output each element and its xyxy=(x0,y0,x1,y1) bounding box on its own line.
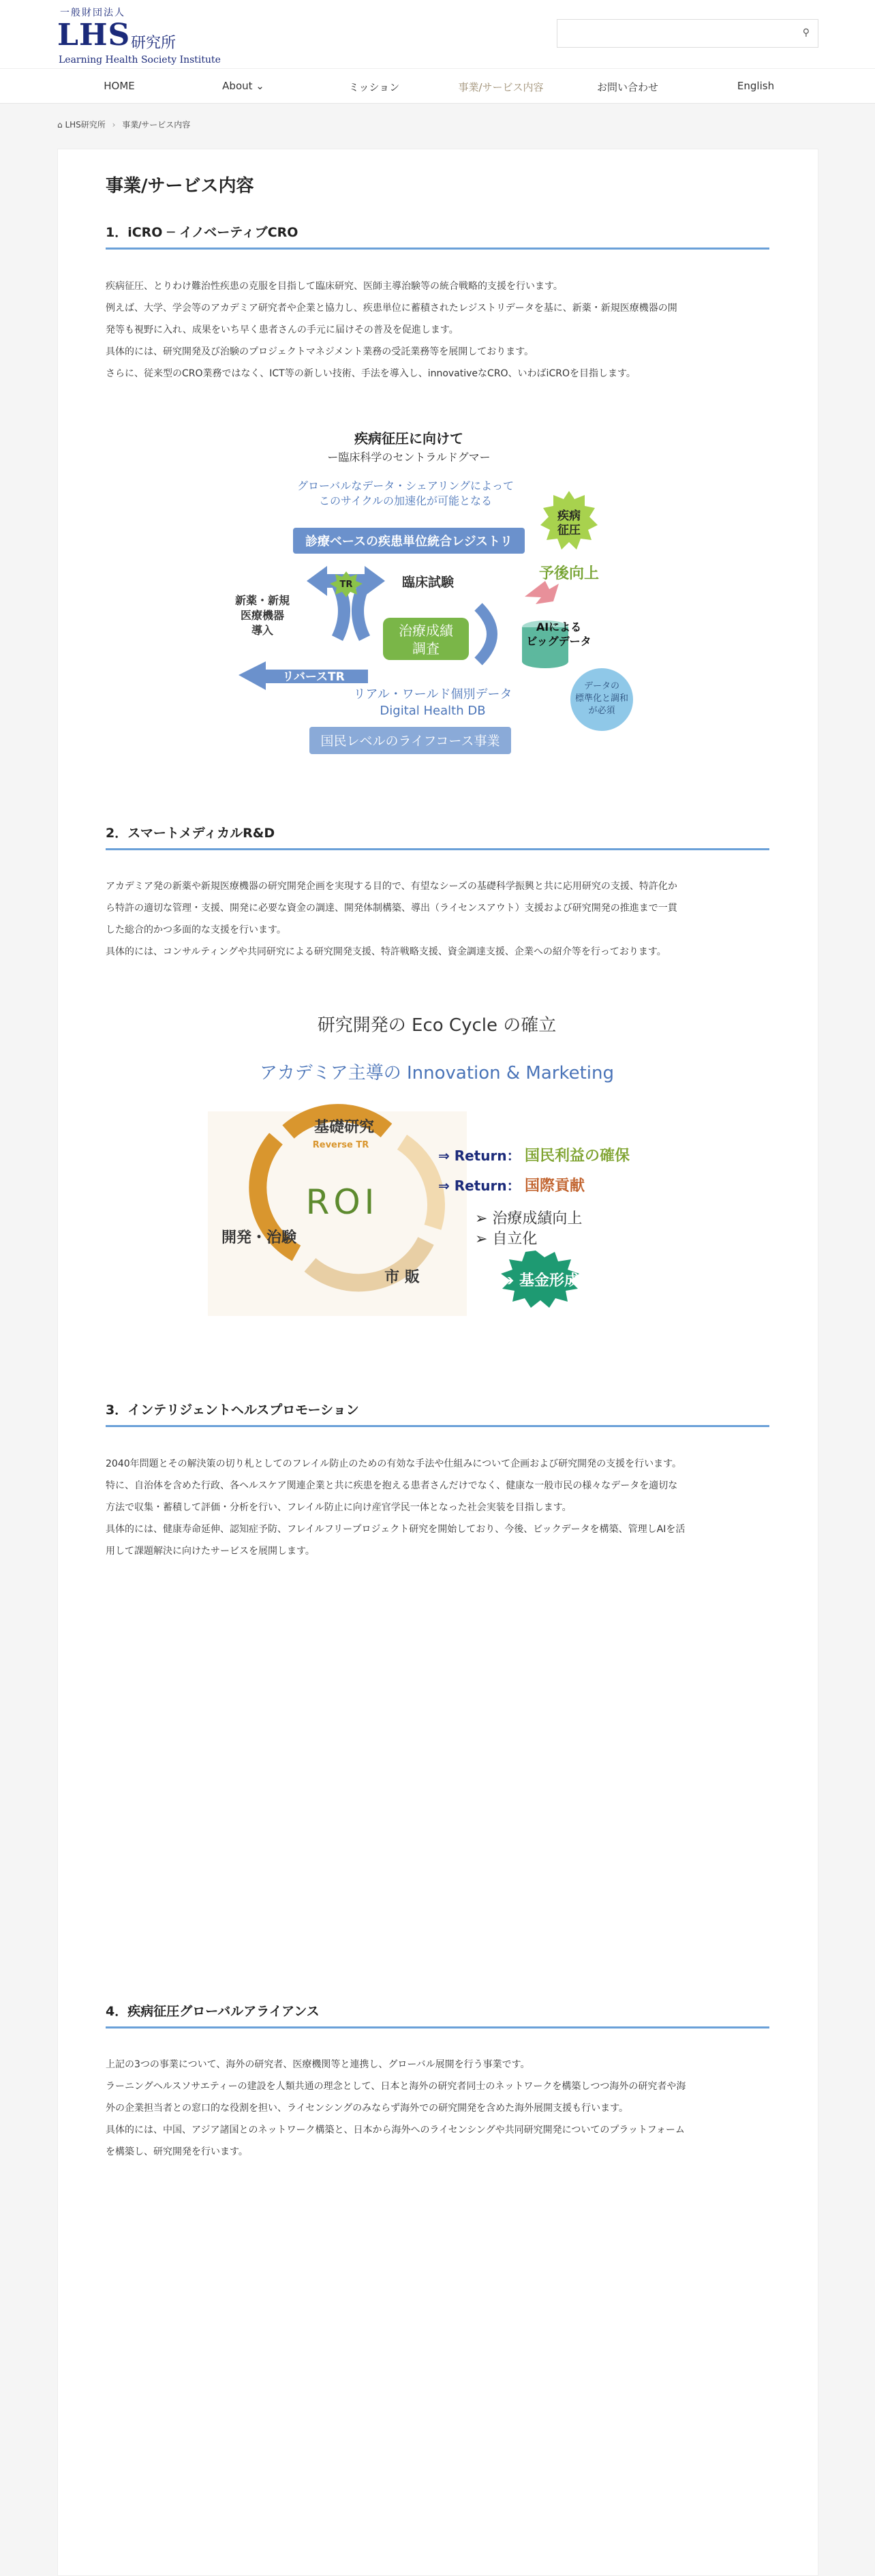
paragraph-line: 例えば、大学、学会等のアカデミア研究者や企業と協力し、疾患単位に蓄積されたレジストリデータを基に、新薬・新規医療機器の開 xyxy=(106,303,677,314)
nav-services[interactable]: 事業/サービス内容 xyxy=(458,81,544,93)
d1-registry: 診療ベースの疾患単位統合レジストリ xyxy=(305,535,513,549)
paragraph-line: 具体的には、研究開発及び治験のプロジェクトマネジメント業務の受託業務等を展開しております。 xyxy=(106,346,534,357)
search-box xyxy=(557,19,818,48)
nav-home[interactable]: HOME xyxy=(104,80,135,92)
d1-clinical: 臨床試験 xyxy=(401,575,455,590)
d2-reverse-tr: Reverse TR xyxy=(312,1140,369,1150)
d1-subtitle: ー臨床科学のセントラルドグマー xyxy=(327,451,491,464)
section-body-smart-rd xyxy=(106,875,769,963)
d1-newdrug2: 医療機器 xyxy=(240,609,285,622)
d2-return-label-1: ⇒ Return： xyxy=(438,1148,521,1164)
paragraph-line: 発等も視野に入れ、成果をいち早く患者さんの手元に届けその普及を促進します。 xyxy=(106,325,459,335)
logo-lhs: LHS xyxy=(57,18,131,53)
d1-std2: 標準化と調和 xyxy=(574,693,629,704)
d1-ai2: ビッグデータ xyxy=(526,635,592,648)
paragraph-line: ら特許の適切な管理・支援、開発に必要な資金の調達、開発体制構築、導出（ライセンスアウト）支援および研究開発の推進まで一貫 xyxy=(106,903,677,914)
paragraph-line: 具体的には、健康寿命延伸、認知症予防、フレイルフリープロジェクト研究を開始しており、今後、ビックデータを構築、管理しAIを活 xyxy=(106,1524,686,1535)
d2-roi: ROI xyxy=(305,1182,379,1222)
d1-title: 疾病征圧に向けて xyxy=(354,430,463,447)
d1-reverse-tr: リバースTR xyxy=(282,670,345,684)
d2-return-label-2: ⇒ Return： xyxy=(438,1178,521,1194)
logo-small-text: 一般財団法人 xyxy=(60,8,125,18)
breadcrumb xyxy=(57,119,190,130)
paragraph-line: 上記の3つの事業について、海外の研究者、医療機関等と連携し、グローバル展開を行う事業です。 xyxy=(106,2059,530,2070)
d1-disease2: 征圧 xyxy=(557,524,581,537)
d2-b2: ➢ 自立化 xyxy=(475,1231,538,1248)
section-heading-global-alliance: 4．疾病征圧グローバルアライアンス xyxy=(106,2001,769,2028)
d1-newdrug3: 導入 xyxy=(251,624,274,637)
d2-subtitle: アカデミア主導の Innovation & Marketing xyxy=(259,1063,615,1083)
paragraph-line: アカデミア発の新薬や新規医療機器の研究開発企画を実現する目的で、有望なシーズの基礎科学振興と共に応用研究の支援、特許化か xyxy=(106,881,677,892)
d1-ai1: AIによる xyxy=(536,620,582,633)
d1-disease1: 疾病 xyxy=(557,509,581,523)
section-body-icro xyxy=(106,275,769,385)
section-body-health-promotion xyxy=(106,1453,769,1562)
eco-cycle-diagram xyxy=(208,1002,671,1330)
breadcrumb-separator-icon: › xyxy=(112,120,116,130)
paragraph-line: 特に、自治体を含めた行政、各ヘルスケア関連企業と共に疾患を抱える患者さんだけでなく、健康な一般市民の様々なデータを適切な xyxy=(106,1480,678,1491)
paragraph-line: 用して課題解決に向けたサービスを展開します。 xyxy=(106,1546,315,1557)
d1-right-arc xyxy=(478,607,492,661)
d1-std3: が必須 xyxy=(588,706,615,716)
logo-english: Learning Health Society Institute xyxy=(59,55,221,65)
section-heading-health-promotion: 3．インテリジェントヘルスプロモーション xyxy=(106,1400,769,1427)
d1-national: 国民レベルのライフコース事業 xyxy=(320,734,500,749)
section-body-global-alliance xyxy=(106,2054,769,2163)
paragraph-line: 具体的には、中国、アジア諸国とのネットワーク構築と、日本から海外へのライセンシングや共同研究開発についてのプラットフォーム xyxy=(106,2125,685,2136)
breadcrumb-home-icon: ⌂ xyxy=(57,120,63,130)
d1-db-bottom xyxy=(522,655,568,668)
paragraph-line: 具体的には、コンサルティングや共同研究による研究開発支援、特許戦略支援、資金調達支援、企業への紹介等を行っております。 xyxy=(106,946,666,957)
paragraph-line: 2040年問題とその解決策の切り札としてのフレイル防止のための有効な手法や仕組みについて企画および研究開発の支援を行います。 xyxy=(106,1458,681,1469)
d1-prognosis: 予後向上 xyxy=(538,565,600,582)
paragraph-line: 外の企業担当者との窓口的な役割を担い、ライセンシングのみならず海外での研究開発を含めた海外展開支援も行います。 xyxy=(106,2103,629,2114)
d1-newdrug1: 新薬・新規 xyxy=(234,594,290,607)
d1-rw1: リアル・ワールド個別データ xyxy=(353,687,512,702)
logo-kanji: 研究所 xyxy=(131,35,176,52)
d1-treatment1: 治療成績 xyxy=(399,623,453,639)
nav-mission[interactable]: ミッション xyxy=(348,81,400,93)
page-title: 事業/サービス内容 xyxy=(106,176,254,196)
d1-rw2: Digital Health DB xyxy=(380,704,486,718)
d2-dev: 開発・治験 xyxy=(221,1229,297,1246)
d2-return1: 国民利益の確保 xyxy=(525,1148,630,1165)
paragraph-line: 疾病征圧、とりわけ難治性疾患の克服を目指して臨床研究、医師主導治験等の統合戦略的支援を行います。 xyxy=(106,281,563,292)
paragraph-line: さらに、従来型のCRO業務ではなく、ICT等の新しい技術、手法を導入し、innovativeなCRO、いわばiCROを目指します。 xyxy=(106,368,636,379)
d2-return2: 国際貢献 xyxy=(525,1178,585,1195)
site-logo[interactable] xyxy=(57,5,228,65)
search-input[interactable] xyxy=(557,20,782,47)
breadcrumb-current: 事業/サービス内容 xyxy=(122,120,191,130)
nav-contact[interactable]: お問い合わせ xyxy=(596,81,659,93)
site-header xyxy=(0,0,875,68)
paragraph-line: 方法で収集・蓄積して評価・分析を行い、フレイル防止に向け産官学民一体となった社会実装を目指します。 xyxy=(106,1502,572,1513)
d1-up-arrow xyxy=(525,581,559,604)
paragraph-line: した総合的かつ多面的な支援を行います。 xyxy=(106,925,286,935)
d1-tr: TR xyxy=(339,580,353,590)
nav-english[interactable]: English xyxy=(737,80,775,92)
d1-treatment2: 調査 xyxy=(412,640,440,657)
d1-caption2: このサイクルの加速化が可能となる xyxy=(318,494,493,507)
d1-std1: データの xyxy=(583,681,620,691)
search-icon[interactable]: ⚲ xyxy=(802,27,810,38)
section-heading-smart-rd: 2．スマートメディカルR&D xyxy=(106,823,769,850)
section-heading-icro: 1．iCRO ─ イノベーティブCRO xyxy=(106,222,769,250)
paragraph-line: を構築し、研究開発を行います。 xyxy=(106,2146,248,2157)
d1-caption1: グローバルなデータ・シェアリングによって xyxy=(297,479,514,492)
global-nav xyxy=(0,68,875,104)
nav-about[interactable]: About ⌄ xyxy=(222,80,264,92)
breadcrumb-home[interactable]: LHS研究所 xyxy=(65,120,106,130)
d2-market: 市 販 xyxy=(384,1269,420,1286)
d2-basic: 基礎研究 xyxy=(313,1119,375,1136)
central-dogma-diagram xyxy=(225,423,661,764)
d2-b1: ➢ 治療成績向上 xyxy=(475,1210,583,1227)
paragraph-line: ラーニングヘルスソサエティーの建設を人類共通の理念として、日本と海外の研究者同士のネットワークを構築しつつ海外の研究者や海 xyxy=(106,2081,686,2092)
d2-fund: ➔ 基金形成 xyxy=(501,1272,580,1289)
d2-title: 研究開発の Eco Cycle の確立 xyxy=(317,1015,557,1036)
